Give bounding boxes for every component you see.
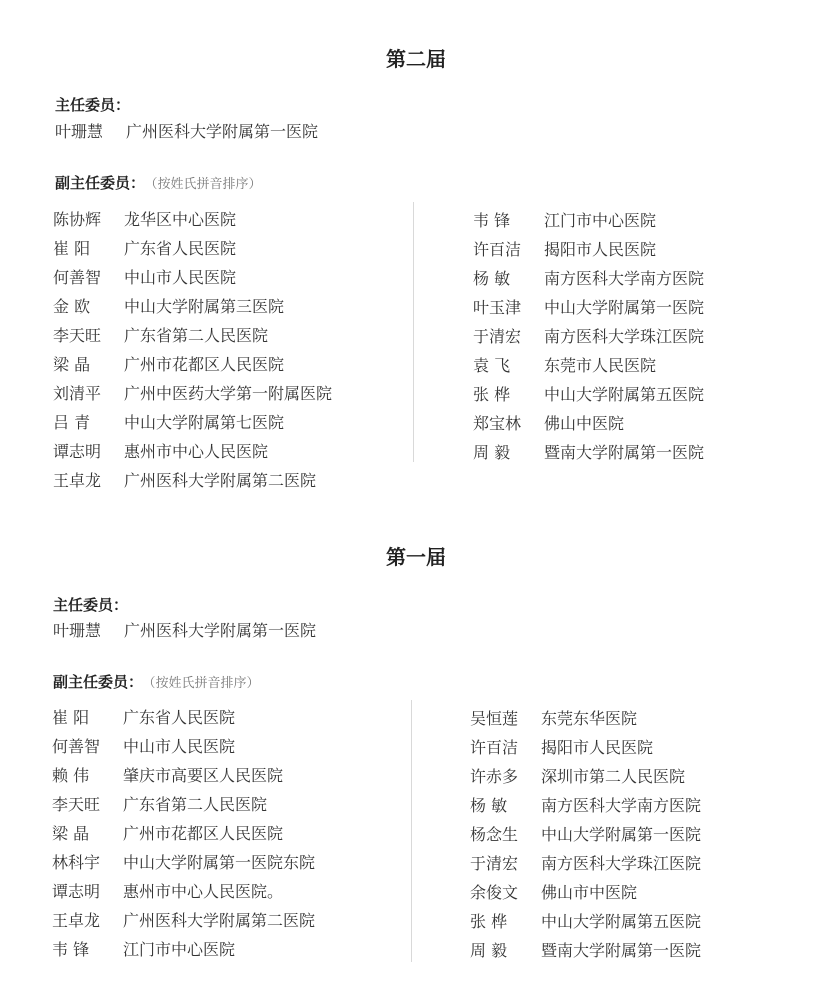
person-name: 吴恒莲 [470,709,519,728]
vice-list-left [53,210,332,500]
person-hospital: 东莞市人民医院 [544,356,657,375]
person-hospital: 惠州市中心人民医院。 [123,882,284,901]
person-name: 谭志明 [52,882,101,901]
list-item [470,912,701,941]
director-hospital: 广州医科大学附属第一医院 [126,122,319,141]
person-name: 许百洁 [473,240,522,259]
list-item [53,239,332,268]
person-name: 杨念生 [470,825,519,844]
person-name: 林科宇 [52,853,101,872]
list-item [52,766,315,795]
vice-label-text: 副主任委员： [55,174,146,192]
list-item [53,442,332,471]
person-hospital: 广州医科大学附属第二医院 [123,911,316,930]
person-name: 许百洁 [470,738,519,757]
director-label [55,95,130,115]
list-item [473,356,704,385]
person-hospital: 中山大学附属第一医院 [541,825,702,844]
list-item [52,882,315,911]
list-item [53,471,332,500]
person-name: 何善智 [52,737,101,756]
person-name: 余俊文 [470,883,519,902]
director-row [53,621,316,641]
director-name: 叶珊慧 [55,122,104,141]
person-name: 郑宝林 [473,414,522,433]
list-item [52,795,315,824]
vice-list-left [52,708,315,969]
person-name: 李天旺 [52,795,101,814]
person-name: 杨 敏 [473,269,511,288]
person-name: 陈协辉 [53,210,102,229]
person-name: 周 毅 [473,443,511,462]
person-hospital: 广州市花都区人民医院 [124,355,285,374]
vice-list-right [473,211,704,472]
director-label-text: 主任委员： [53,596,129,614]
person-hospital: 中山市人民医院 [123,737,236,756]
person-hospital: 中山大学附属第三医院 [124,297,285,316]
person-hospital: 南方医科大学南方医院 [541,796,702,815]
vice-label [55,173,262,195]
person-hospital: 江门市中心医院 [544,211,657,230]
list-item [473,327,704,356]
list-item [473,443,704,472]
person-name: 谭志明 [53,442,102,461]
person-hospital: 深圳市第二人民医院 [541,767,686,786]
person-name: 于清宏 [473,327,522,346]
list-item [53,326,332,355]
person-name: 韦 锋 [52,940,90,959]
person-hospital: 东莞东华医院 [541,709,638,728]
person-hospital: 中山大学附属第一医院 [544,298,705,317]
person-hospital: 佛山市中医院 [541,883,638,902]
list-item [473,240,704,269]
person-hospital: 暨南大学附属第一医院 [544,443,705,462]
person-hospital: 广东省人民医院 [124,239,237,258]
list-item [470,709,701,738]
person-name: 袁 飞 [473,356,511,375]
person-name: 韦 锋 [473,211,511,230]
list-item [53,413,332,442]
list-item [473,269,704,298]
person-hospital: 广东省第二人民医院 [123,795,268,814]
person-hospital: 暨南大学附属第一医院 [541,941,702,960]
person-hospital: 中山大学附属第五医院 [544,385,705,404]
person-name: 赖 伟 [52,766,90,785]
list-item [473,414,704,443]
list-item [53,355,332,384]
person-name: 王卓龙 [53,471,102,490]
person-name: 李天旺 [53,326,102,345]
session-title: 第一届 [386,545,446,569]
person-name: 崔 阳 [53,239,91,258]
list-item [53,384,332,413]
person-name: 崔 阳 [52,708,90,727]
person-hospital: 广州医科大学附属第二医院 [124,471,317,490]
person-hospital: 中山大学附属第七医院 [124,413,285,432]
person-hospital: 广州中医药大学第一附属医院 [124,384,333,403]
column-divider [411,700,412,962]
person-name: 张 桦 [473,385,511,404]
person-name: 金 欧 [53,297,91,316]
person-name: 许赤多 [470,767,519,786]
person-name: 周 毅 [470,941,508,960]
vice-list-right [470,709,701,970]
list-item [52,853,315,882]
person-hospital: 揭阳市人民医院 [544,240,657,259]
list-item [470,883,701,912]
person-name: 于清宏 [470,854,519,873]
list-item [470,825,701,854]
column-divider [413,202,414,462]
director-name: 叶珊慧 [53,621,102,640]
vice-label [53,672,260,694]
director-label [53,595,128,615]
person-hospital: 广州市花都区人民医院 [123,824,284,843]
director-label-text: 主任委员： [55,96,131,114]
list-item [470,767,701,796]
person-hospital: 惠州市中心人民医院 [124,442,269,461]
person-name: 梁 晶 [53,355,91,374]
list-item [52,911,315,940]
person-name: 王卓龙 [52,911,101,930]
person-name: 梁 晶 [52,824,90,843]
list-item [473,298,704,327]
list-item [470,738,701,767]
list-item [53,297,332,326]
list-item [52,737,315,766]
list-item [52,940,315,969]
list-item [53,210,332,239]
list-item [52,708,315,737]
list-item [473,385,704,414]
director-hospital: 广州医科大学附属第一医院 [124,621,317,640]
person-hospital: 佛山中医院 [544,414,625,433]
person-name: 吕 青 [53,413,91,432]
person-name: 张 桦 [470,912,508,931]
person-hospital: 肇庆市高要区人民医院 [123,766,284,785]
vice-sort-note: （按姓氏拼音排序） [151,177,262,192]
person-name: 刘清平 [53,384,102,403]
list-item [473,211,704,240]
person-hospital: 揭阳市人民医院 [541,738,654,757]
person-hospital: 中山市人民医院 [124,268,237,287]
session-title: 第二届 [386,47,446,71]
list-item [52,824,315,853]
person-hospital: 南方医科大学南方医院 [544,269,705,288]
vice-sort-note: （按姓氏拼音排序） [149,676,260,691]
vice-label-text: 副主任委员： [53,673,144,691]
person-hospital: 南方医科大学珠江医院 [541,854,702,873]
person-name: 何善智 [53,268,102,287]
list-item [470,854,701,883]
list-item [470,941,701,970]
person-hospital: 江门市中心医院 [123,940,236,959]
list-item [53,268,332,297]
person-name: 叶玉津 [473,298,522,317]
person-hospital: 中山大学附属第一医院东院 [123,853,316,872]
person-hospital: 中山大学附属第五医院 [541,912,702,931]
person-name: 杨 敏 [470,796,508,815]
list-item [470,796,701,825]
person-hospital: 广东省第二人民医院 [124,326,269,345]
person-hospital: 南方医科大学珠江医院 [544,327,705,346]
person-hospital: 广东省人民医院 [123,708,236,727]
director-row [55,122,318,142]
person-hospital: 龙华区中心医院 [124,210,237,229]
